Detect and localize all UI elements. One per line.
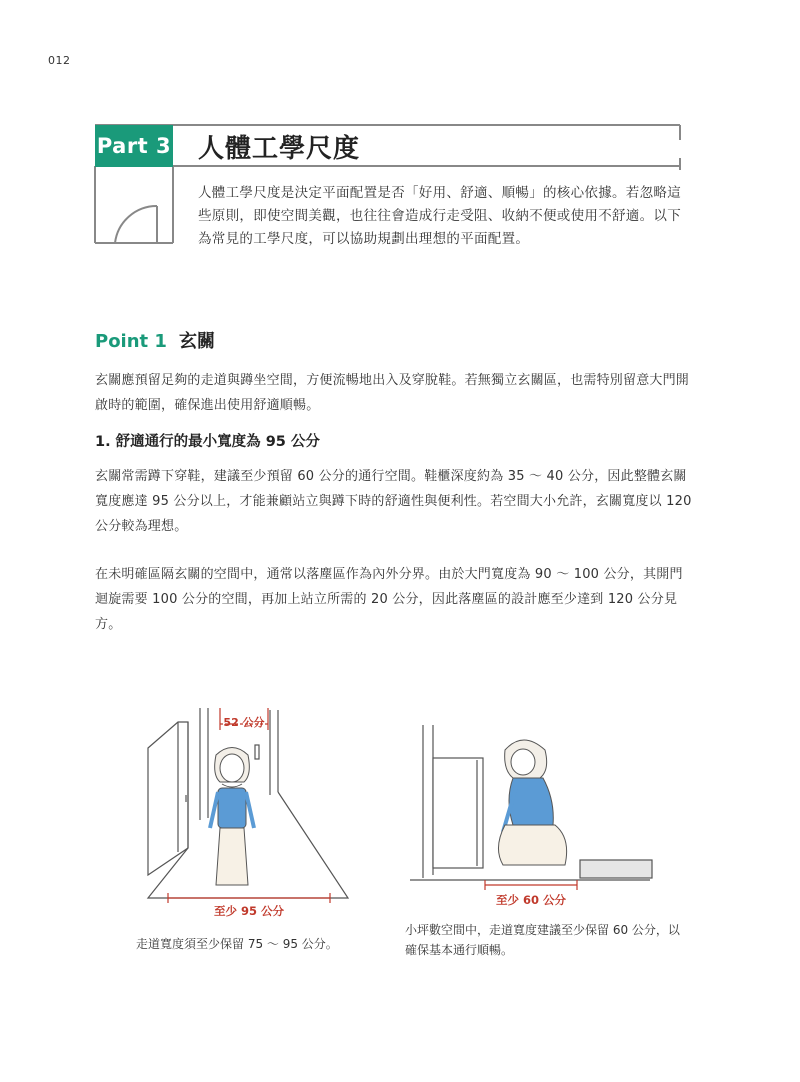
right-caption: 小坪數空間中，走道寬度建議至少保留 60 公分，以確保基本通行順暢。	[405, 923, 680, 957]
paragraph-2: 在未明確區隔玄關的空間中，通常以落塵區作為內外分界。由於大門寬度為 90 ～ 100 公分，其開門迴旋需要 100 公分的空間，再加上站立所需的 20 公分，因此落塵區的設計應至少達到 120 公分見方。	[95, 567, 683, 632]
crouching-illustration	[405, 720, 655, 915]
point-title: 玄關	[178, 331, 215, 352]
left-caption: 走道寬度須至少保留 75 ～ 95 公分。	[136, 937, 338, 951]
corridor-illustration	[130, 700, 350, 925]
bottom-dimension-label: 至少 95 公分	[213, 904, 285, 918]
part-intro: 人體工學尺度是決定平面配置是否「好用、舒適、順暢」的核心依據。若忽略這些原則，即使空間美觀，也往往會造成行走受阻、收納不便或使用不舒適。以下為常見的工學尺度，可以協助規劃出理想的平面配置。	[198, 185, 681, 247]
right-dimension-label: 至少 60 公分	[495, 893, 567, 907]
part-badge: Part 3	[95, 125, 173, 167]
subheading: 1. 舒適通行的最小寬度為 95 公分	[95, 434, 320, 450]
part-title: 人體工學尺度	[198, 134, 361, 164]
point-heading	[95, 327, 215, 353]
paragraph-1: 玄關常需蹲下穿鞋，建議至少預留 60 公分的通行空間。鞋櫃深度約為 35 ～ 40 公分，因此整體玄關寬度應達 95 公分以上，才能兼顧站立與蹲下時的舒適性與便利性。若空間大小允許，玄關寬度以 120 公分較為理想。	[95, 469, 692, 534]
point-label: Point 1	[95, 331, 167, 352]
top-dimension-label: 52 公分	[223, 716, 265, 729]
page-number: 012	[48, 54, 71, 67]
point-intro: 玄關應預留足夠的走道與蹲坐空間，方便流暢地出入及穿脫鞋。若無獨立玄關區，也需特別留意大門開啟時的範圍，確保進出使用舒適順暢。	[95, 373, 690, 413]
